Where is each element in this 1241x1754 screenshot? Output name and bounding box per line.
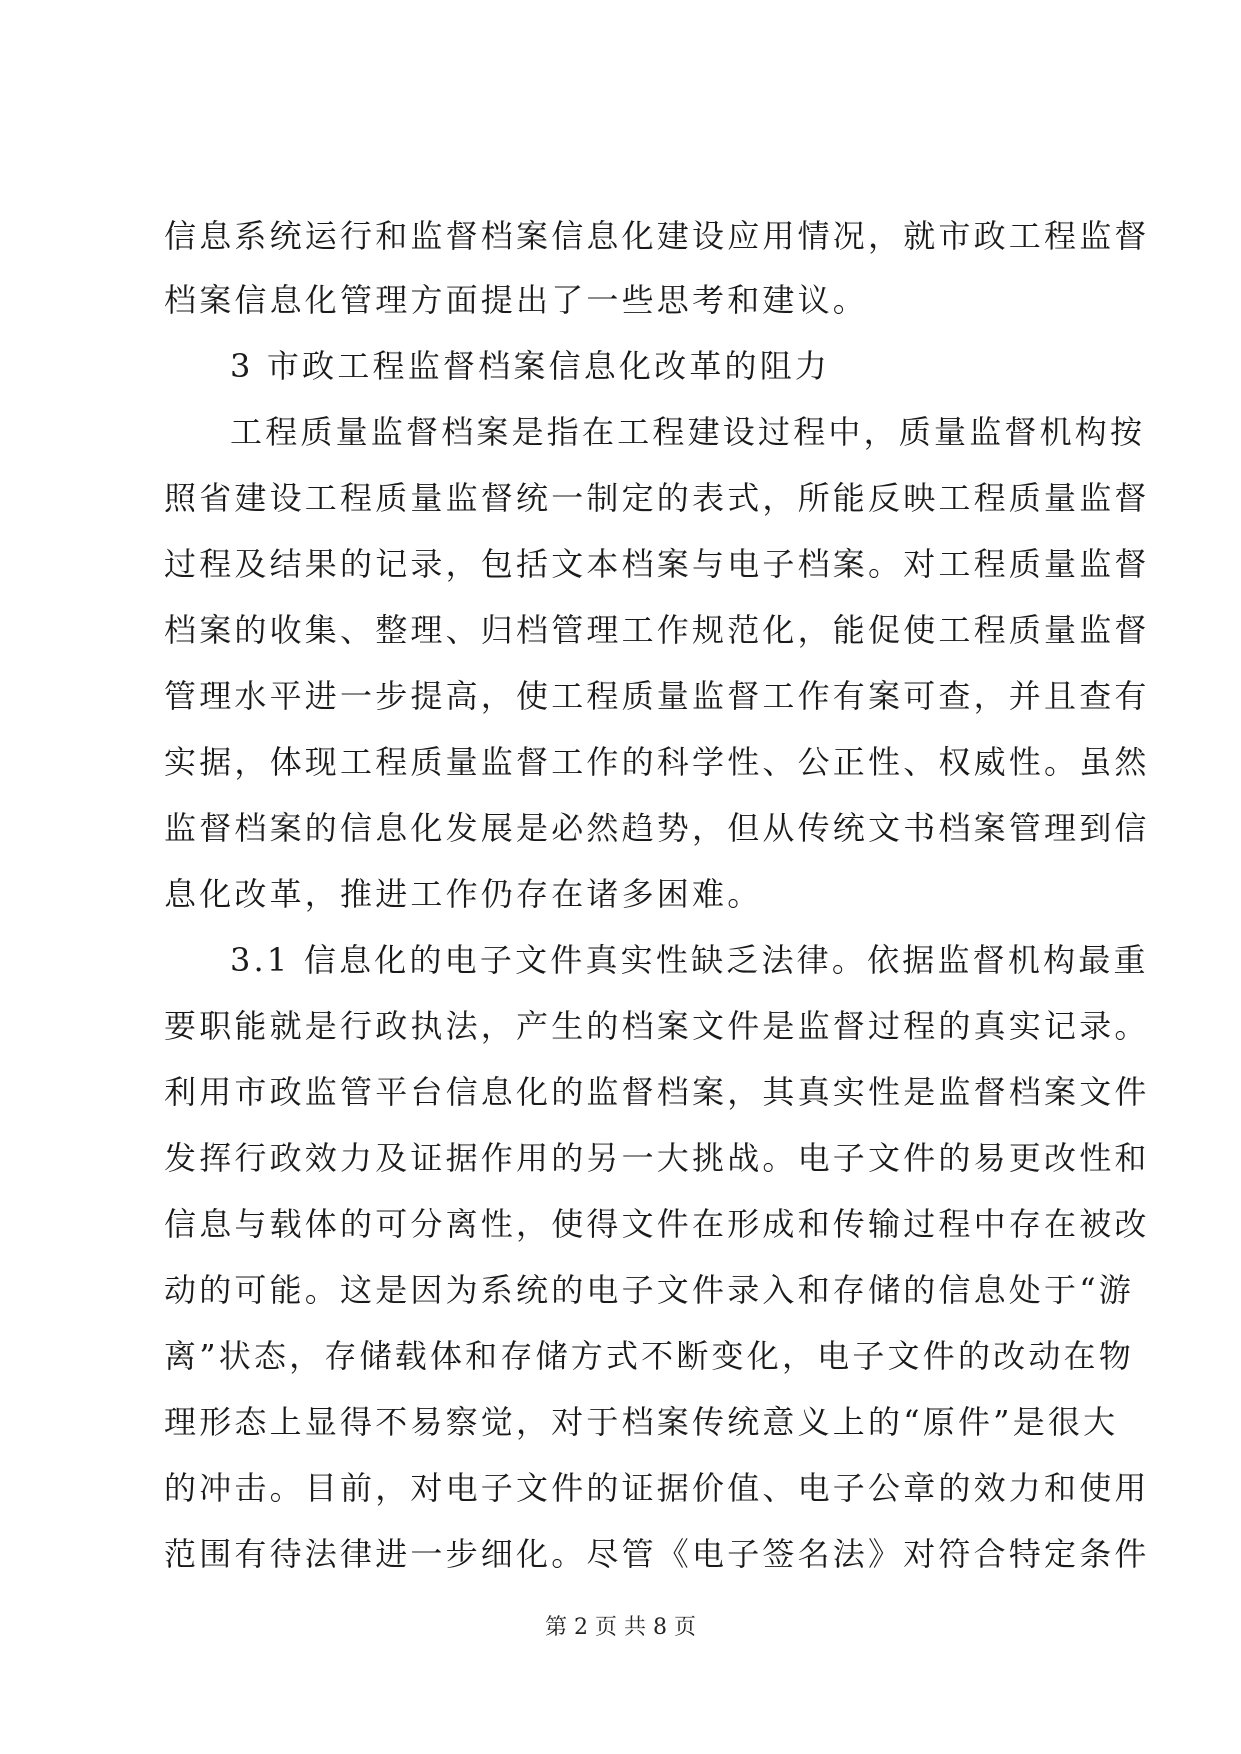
body-line: 信息与载体的可分离性，使得文件在形成和传输过程中存在被改 [164,1205,1150,1243]
body-line: 实据，体现工程质量监督工作的科学性、公正性、权威性。虽然 [164,743,1150,781]
body-line: 发挥行政效力及证据作用的另一大挑战。电子文件的易更改性和 [164,1139,1150,1177]
page-number-footer: 第 2 页 共 8 页 [545,1615,696,1640]
body-line: 范围有待法律进一步细化。尽管《电子签名法》对符合特定条件 [164,1535,1150,1573]
body-line: 要职能就是行政执法，产生的档案文件是监督过程的真实记录。 [164,1007,1150,1045]
body-line: 照省建设工程质量监督统一制定的表式，所能反映工程质量监督 [164,479,1150,517]
body-line: 的冲击。目前，对电子文件的证据价值、电子公章的效力和使用 [164,1469,1150,1507]
body-line: 息化改革，推进工作仍存在诸多困难。 [164,875,763,913]
subsection-paragraph-start: 3.1 信息化的电子文件真实性缺乏法律。依据监督机构最重 [230,941,1149,979]
body-line: 离”状态，存储载体和存储方式不断变化，电子文件的改动在物 [164,1337,1134,1375]
body-line: 理形态上显得不易察觉，对于档案传统意义上的“原件”是很大 [164,1403,1119,1441]
body-line: 利用市政监管平台信息化的监督档案，其真实性是监督档案文件 [164,1073,1150,1111]
body-line: 档案的收集、整理、归档管理工作规范化，能促使工程质量监督 [164,611,1150,649]
body-line: 监督档案的信息化发展是必然趋势，但从传统文书档案管理到信 [164,809,1150,847]
body-line: 动的可能。这是因为系统的电子文件录入和存储的信息处于“游 [164,1271,1134,1309]
body-line: 工程质量监督档案是指在工程建设过程中，质量监督机构按 [230,413,1146,451]
section-heading: 3 市政工程监督档案信息化改革的阻力 [230,347,831,385]
body-line: 过程及结果的记录，包括文本档案与电子档案。对工程质量监督 [164,545,1150,583]
body-line: 管理水平进一步提高，使工程质量监督工作有案可查，并且查有 [164,677,1150,715]
body-line: 信息系统运行和监督档案信息化建设应用情况，就市政工程监督 [164,217,1150,255]
body-line: 档案信息化管理方面提出了一些思考和建议。 [164,281,869,319]
